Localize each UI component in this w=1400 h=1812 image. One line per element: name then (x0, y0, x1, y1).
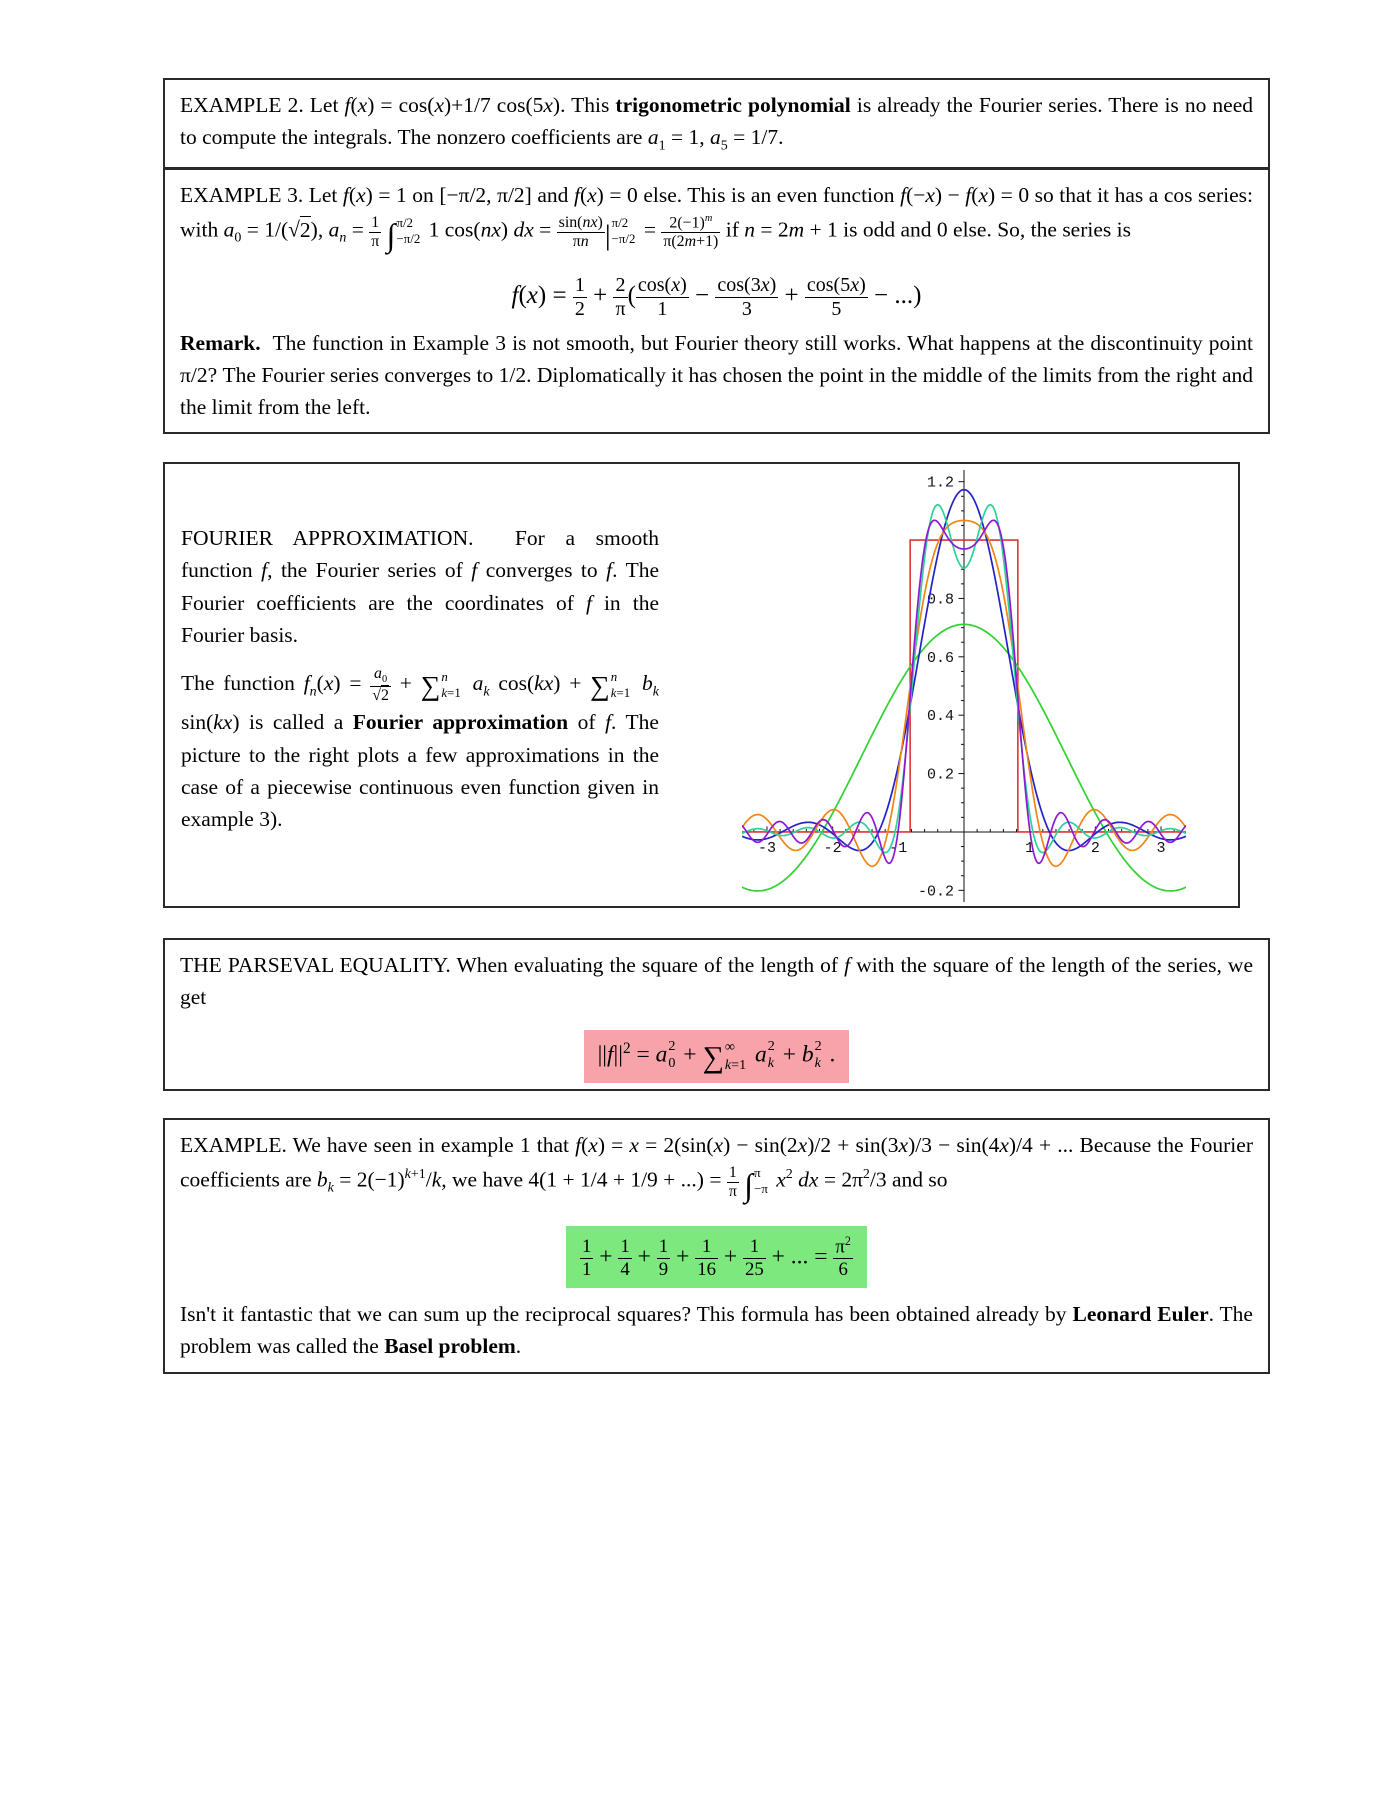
example3-remark: Remark. The function in Example 3 is not smooth, but Fourier theory still works. What happens at the discontinuity point π/2? The Fourier series converges to 1/2. Diplomatically it has chosen the point in the middle of the limits from the right and the limit from the left. (180, 330, 1253, 420)
example3-box (163, 168, 1270, 434)
y-tick-label: -0.2 (917, 883, 954, 901)
x-tick-label: -3 (757, 839, 776, 857)
x-tick-label: -2 (823, 839, 842, 857)
parseval-box (163, 938, 1270, 1091)
y-tick-label: 1.2 (926, 474, 954, 492)
fourier-plot-svg (742, 470, 1186, 902)
y-tick-label: 0.4 (926, 708, 954, 726)
parseval-formula-row (180, 1030, 1253, 1083)
parseval-formula-highlight: $||f||^2 = a$ 2 0 + ∑ ∞ k=1 a 2 k + b 2 k . (584, 1030, 850, 1083)
fourier-approximation-para2: The function $f_n(x)$ = $\frac{a_0}{√2}$ + ∑ n k=1 $a_k$ cos(kx) + ∑ n k=1 $b_k$ sin(kx) is called a Fourier approximation of f. The picture to the right plots a few approximations in the case of a piecewise continuous even function given in example 3). (181, 665, 659, 832)
basel-formula-row (180, 1226, 1253, 1288)
basel-box (163, 1118, 1270, 1374)
y-tick-label: 0.8 (926, 591, 954, 609)
x-tick-label: 1 (1025, 839, 1035, 857)
x-tick-label: 2 (1090, 839, 1100, 857)
x-tick-label: -1 (889, 839, 908, 857)
y-tick-label: 0.2 (926, 766, 954, 784)
example2-text: EXAMPLE 2. Let f(x) = cos(x)+1/7 cos(5x). This trigonometric polynomial is already the Fourier series. There is no need to compute the integrals. The nonzero coefficients are $a_1 = 1$, $a_5 = 1/7$. (180, 93, 1254, 154)
example3-text: EXAMPLE 3. Let f(x) = 1 on [−π/2, π/2] and f(x) = 0 else. This is an even function f(−x) − f(x) = 0 so that it has a cos series: with $a_0 = 1/(√2)$, $a_n$ = $\frac{1}{\pi}$ ∫ π/2 −π/2 1 cos(nx) dx = $\frac{\sin(nx)}{\pi n}$ | π/2 −π/2 = $\frac{2(-1)^m}{\pi(2m+1)}$ if n = 2m + 1 is odd and 0 else. So, the series is (180, 183, 1253, 254)
fourier-approximation-plot (742, 470, 1186, 906)
basel-sum-formula-highlight: $\frac{1}{1}$ + $\frac{1}{4}$ + $\frac{1}{9}$ + $\frac{1}{16}$ + $\frac{1}{25}$ + ... = $\frac{\pi^2}{6}$ (566, 1226, 867, 1288)
fourier-series-equation: f(x) = $\frac{1}{2}$ + $\frac{2}{\pi}$ ( $\frac{\cos(x)}{1}$ − $\frac{\cos(3x)}{3}$ + $\frac{\cos(5x)}{5}$ − ...) (511, 273, 922, 320)
example2-box (163, 78, 1270, 169)
fourier-approximation-para1: FOURIER APPROXIMATION. For a smooth function f, the Fourier series of f converges to f. The Fourier coefficients are the coordinates of f in the Fourier basis. (181, 526, 660, 647)
fourier-approximation-box (163, 462, 1240, 908)
basel-text2: Isn't it fantastic that we can sum up the reciprocal squares? This formula has been obtained already by Leonard Euler. The problem was called the Basel problem. (180, 1302, 1253, 1359)
basel-text1: EXAMPLE. We have seen in example 1 that f(x) = x = 2(sin(x) − sin(2x)/2 + sin(3x)/3 − sin(4x)/4 + ... Because the Fourier coefficients are $b_k = 2(-1)^{k+1}/k$, we have 4(1 + 1/4 + 1/9 + ...) = $\frac{1}{\pi}$ ∫ π −π $x^2$ dx = $2\pi^2/3$ and so (180, 1133, 1253, 1204)
parseval-text: THE PARSEVAL EQUALITY. When evaluating the square of the length of f with the square of the length of the series, we get (180, 953, 1253, 1010)
fourier-approximation-text-column (165, 464, 659, 906)
y-tick-label: 0.6 (926, 649, 954, 667)
x-tick-label: 3 (1156, 839, 1166, 857)
